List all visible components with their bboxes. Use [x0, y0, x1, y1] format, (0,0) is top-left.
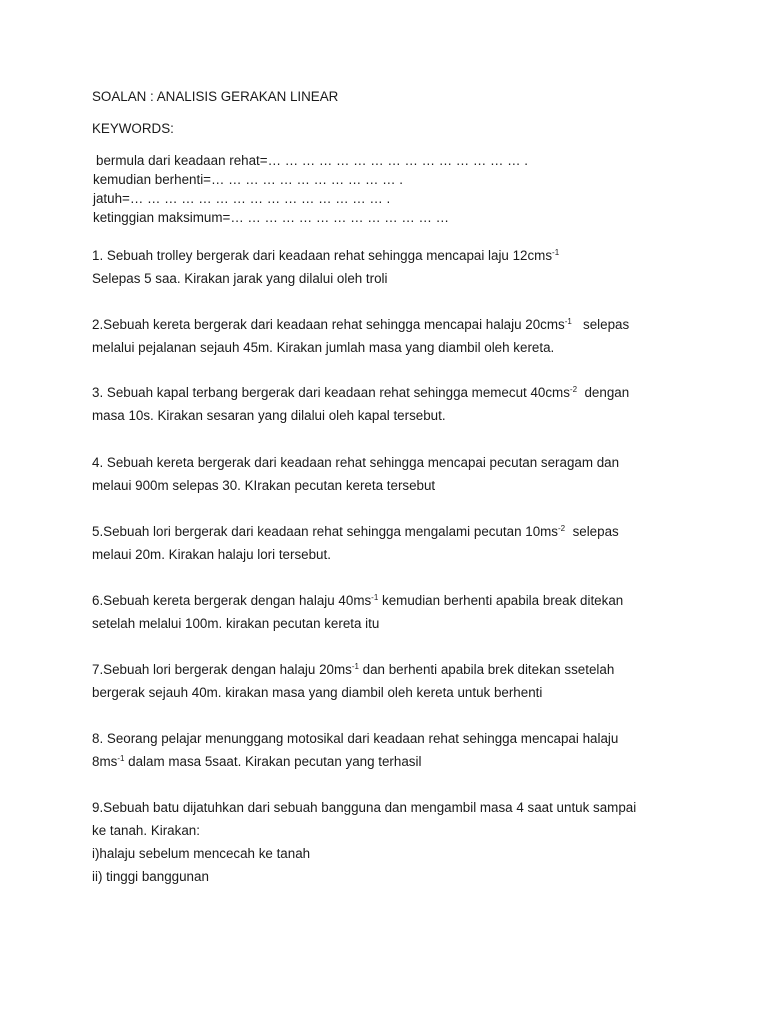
question-5-line-2: melaui 20m. Kirakan halaju lori tersebut. — [92, 547, 331, 562]
question-6-line-2: setelah melalui 100m. kirakan pecutan kereta itu — [92, 616, 380, 631]
question-7-line-2: bergerak sejauh 40m. kirakan masa yang diambil oleh kereta untuk berhenti — [92, 685, 543, 700]
keyword-line: jatuh=… … … … … … … … … … … … … … … . — [93, 191, 391, 206]
question-8-line-2: $8ms^{-1}$ dalam masa 5saat. Kirakan pecutan yang terhasil — [92, 754, 422, 769]
question-4-line-1: 4. Sebuah kereta bergerak dari keadaan rehat sehingga mencapai pecutan seragam dan — [92, 455, 620, 470]
question-3-line-2: masa 10s. Kirakan sesaran yang dilalui oleh kapal tersebut. — [92, 408, 446, 423]
keywords-label: KEYWORDS: — [92, 121, 174, 136]
question-6-line-1: 6.Sebuah kereta bergerak dengan halaju $40ms^{-1}$ kemudian berhenti apabila break ditekan — [92, 593, 624, 608]
question-1-line-2: Selepas 5 saa. Kirakan jarak yang dilalui oleh troli — [92, 271, 388, 286]
question-9-line-3: i)halaju sebelum mencecah ke tanah — [92, 846, 311, 861]
keyword-line: ketinggian maksimum=… … … … … … … … … … … … … — [93, 210, 450, 225]
question-8-line-1: 8. Seorang pelajar menunggang motosikal dari keadaan rehat sehingga mencapai halaju — [92, 731, 619, 746]
keyword-line: bermula dari keadaan rehat=… … … … … … … … … … … … … … … . — [96, 153, 528, 168]
document-title: SOALAN : ANALISIS GERAKAN LINEAR — [92, 89, 339, 104]
keyword-line: kemudian berhenti=… … … … … … … … … … … . — [93, 172, 403, 187]
question-1-line-1: 1. Sebuah trolley bergerak dari keadaan rehat sehingga mencapai laju 12cms$^{-1}$ — [92, 248, 560, 263]
question-3-line-1: 3. Sebuah kapal terbang bergerak dari keadaan rehat sehingga memecut 40cms$^{-2}$ dengan — [92, 385, 630, 400]
question-5-line-1: 5.Sebuah lori bergerak dari keadaan rehat sehingga mengalami pecutan $10ms^{-2}$ selepas — [92, 524, 619, 539]
question-4-line-2: melaui 900m selepas 30. KIrakan pecutan kereta tersebut — [92, 478, 436, 493]
question-9-line-4: ii) tinggi banggunan — [92, 869, 209, 884]
question-2-line-1: 2.Sebuah kereta bergerak dari keadaan rehat sehingga mencapai halaju 20cms$^{-1}$ selepas — [92, 317, 630, 332]
question-9-line-2: ke tanah. Kirakan: — [92, 823, 200, 838]
question-9-line-1: 9.Sebuah batu dijatuhkan dari sebuah bangguna dan mengambil masa 4 saat untuk sampai — [92, 800, 637, 815]
question-2-line-2: melalui pejalanan sejauh 45m. Kirakan jumlah masa yang diambil oleh kereta. — [92, 340, 555, 355]
question-7-line-1: 7.Sebuah lori bergerak dengan halaju $20ms^{-1}$ dan berhenti apabila brek ditekan ssetelah — [92, 662, 615, 677]
